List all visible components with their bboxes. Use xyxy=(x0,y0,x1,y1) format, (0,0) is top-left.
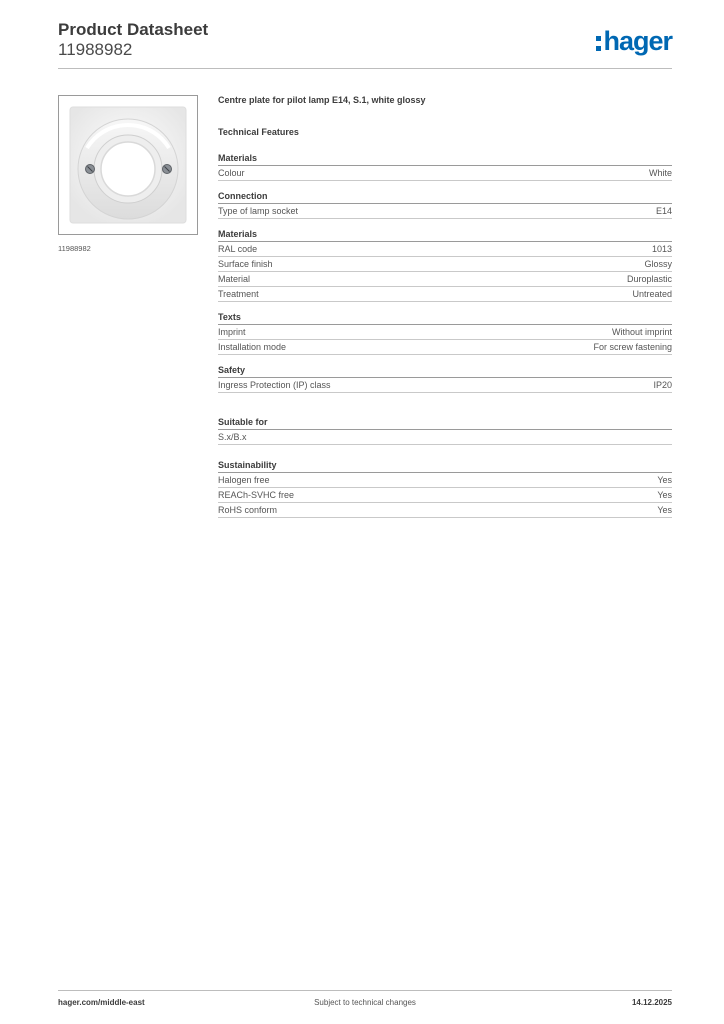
group-title: Materials xyxy=(218,228,672,242)
table-row xyxy=(218,473,672,488)
row-value: E14 xyxy=(655,206,672,216)
row-label: Surface finish xyxy=(218,259,273,269)
header-divider xyxy=(58,68,672,69)
table-row xyxy=(218,257,672,272)
page-title: Product Datasheet xyxy=(58,20,209,39)
row-value: IP20 xyxy=(653,380,672,390)
brand-logo xyxy=(596,28,672,54)
row-label: Imprint xyxy=(218,327,246,337)
row-value: Yes xyxy=(657,490,672,500)
footer-date: 14.12.2025 xyxy=(631,998,672,1007)
group-materials xyxy=(218,228,672,302)
group-title: Safety xyxy=(218,364,672,378)
row-value: For screw fastening xyxy=(593,342,672,352)
footer-divider xyxy=(58,990,672,991)
row-value: White xyxy=(648,168,672,178)
row-label: RoHS conform xyxy=(218,505,278,515)
table-row xyxy=(218,430,672,445)
group-title: Suitable for xyxy=(218,416,672,430)
table-row xyxy=(218,503,672,518)
table-row xyxy=(218,242,672,257)
logo-colon-icon xyxy=(596,36,601,51)
group-connection xyxy=(218,190,672,219)
centre-plate-icon xyxy=(59,96,197,234)
footer-notice: Subject to technical changes xyxy=(314,998,416,1007)
image-caption: 11988982 xyxy=(58,244,91,253)
row-label: Halogen free xyxy=(218,475,270,485)
section-spacer xyxy=(218,402,672,416)
row-value: Yes xyxy=(657,505,672,515)
row-label: S.x/B.x xyxy=(218,432,247,442)
group-title: Connection xyxy=(218,190,672,204)
group-materials-colour xyxy=(218,152,672,181)
group-title: Texts xyxy=(218,311,672,325)
row-label: Material xyxy=(218,274,251,284)
table-row xyxy=(218,378,672,393)
row-label: Type of lamp socket xyxy=(218,206,299,216)
row-value: Glossy xyxy=(644,259,672,269)
row-label: REACh-SVHC free xyxy=(218,490,295,500)
group-title: Materials xyxy=(218,152,672,166)
technical-features-heading: Technical Features xyxy=(218,127,299,137)
page-footer xyxy=(58,998,672,1010)
group-sustainability xyxy=(218,459,672,518)
group-suitable-for xyxy=(218,416,672,445)
row-value: 1013 xyxy=(651,244,672,254)
logo-text: hager xyxy=(603,26,672,56)
row-value: Untreated xyxy=(632,289,672,299)
table-row xyxy=(218,287,672,302)
table-row xyxy=(218,340,672,355)
product-description: Centre plate for pilot lamp E14, S.1, white glossy xyxy=(218,95,426,105)
product-image xyxy=(58,95,198,235)
row-label: Ingress Protection (IP) class xyxy=(218,380,331,390)
row-value: Without imprint xyxy=(611,327,672,337)
page-header xyxy=(58,20,672,68)
table-row xyxy=(218,272,672,287)
group-texts xyxy=(218,311,672,355)
row-label: Treatment xyxy=(218,289,259,299)
row-label: Colour xyxy=(218,168,245,178)
table-row xyxy=(218,166,672,181)
content-area xyxy=(218,95,672,527)
row-value: Duroplastic xyxy=(626,274,672,284)
footer-website-link[interactable]: hager.com/middle-east xyxy=(58,998,145,1007)
row-label: Installation mode xyxy=(218,342,287,352)
table-row xyxy=(218,204,672,219)
product-number: 11988982 xyxy=(58,40,133,59)
table-row xyxy=(218,488,672,503)
table-row xyxy=(218,325,672,340)
row-value: Yes xyxy=(657,475,672,485)
group-safety xyxy=(218,364,672,393)
group-title: Sustainability xyxy=(218,459,672,473)
row-label: RAL code xyxy=(218,244,258,254)
